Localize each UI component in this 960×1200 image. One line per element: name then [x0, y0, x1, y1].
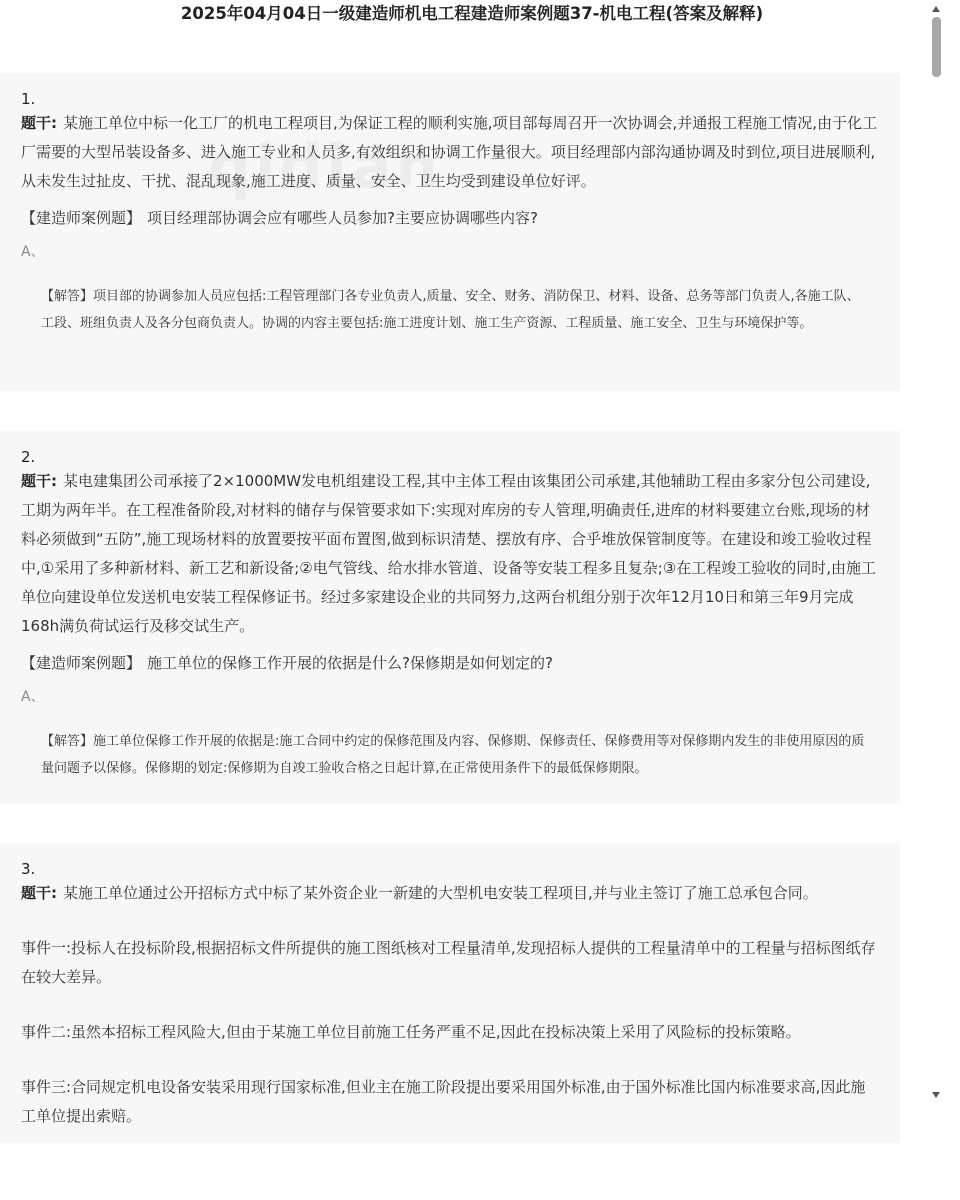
- question-number: 3.: [21, 860, 36, 878]
- case-question: [21, 207, 879, 229]
- stem-text: 某施工单位通过公开招标方式中标了某外资企业一新建的大型机电安装工程项目,并与业主签订了施工总承包合同。: [63, 884, 818, 902]
- scrollbar-thumb[interactable]: [932, 17, 941, 77]
- answer-option-label: A、: [21, 244, 45, 260]
- case-event: 事件一:投标人在投标阶段,根据招标文件所提供的施工图纸核对工程量清单,发现招标人提供的工程量清单中的工程量与招标图纸存在较大差异。: [21, 939, 876, 986]
- question-number: 1.: [21, 90, 36, 108]
- question-text: 施工单位的保修工作开展的依据是什么?保修期是如何划定的?: [147, 654, 553, 672]
- question-text: 项目经理部协调会应有哪些人员参加?主要应协调哪些内容?: [147, 209, 538, 227]
- case-event: 事件三:合同规定机电设备安装采用现行国家标准,但业主在施工阶段提出要采用国外标准,由于国外标准比国内标准要求高,因此施工单位提出索赔。: [21, 1078, 866, 1125]
- question-card: [0, 431, 900, 804]
- case-event: 事件二:虽然本招标工程风险大,但由于某施工单位目前施工任务严重不足,因此在投标决策上采用了风险标的投标策略。: [21, 1023, 801, 1041]
- page-title: 2025年04月04日一级建造师机电工程建造师案例题37-机电工程(答案及解释): [180, 4, 764, 23]
- question-number: 2.: [21, 448, 36, 466]
- answer-option-label: A、: [21, 689, 45, 705]
- answer-explanation: 【解答】项目部的协调参加人员应包括:工程管理部门各专业负责人,质量、安全、财务、消防保卫、材料、设备、总务等部门负责人,各施工队、工段、班组负责人及各分包商负责人。协调的内容主要包括:施工进度计划、施工生产资源、工程质量、施工安全、卫生与环境保护等。: [41, 289, 860, 331]
- stem-text: 某电建集团公司承接了2×1000MW发电机组建设工程,其中主体工程由该集团公司承建,其他辅助工程由多家分包公司建设,工期为两年半。在工程准备阶段,对材料的储存与保管要求如下:实现对库房的专人管理,明确责任,进库的材料要建立台账,现场的材料必须做到“五防”,施工现场材料的放置要按平面布置图,做到标识清楚、摆放有序、合乎堆放保管制度等。在建设和竣工验收过程中,①采用了多种新材料、新工艺和新设备;②电气管线、给水排水管道、设备等安装工程多且复杂;③在工程竣工验收的同时,由施工单位向建设单位发送机电安装工程保修证书。经过多家建设企业的共同努力,这两台机组分别于次年12月10日和第三年9月完成168h满负荷试运行及移交试生产。: [21, 472, 876, 635]
- question-card: [0, 73, 900, 391]
- case-question: [21, 652, 879, 674]
- stem-label: 题干:: [21, 884, 57, 902]
- scroll-up-arrow-icon[interactable]: [932, 6, 940, 12]
- question-card: [0, 843, 900, 1143]
- vertical-scrollbar[interactable]: [929, 0, 944, 1104]
- question-stem: [21, 467, 879, 641]
- scroll-down-arrow-icon[interactable]: [932, 1092, 940, 1098]
- stem-label: 题干:: [21, 472, 57, 490]
- answer-explanation: 【解答】施工单位保修工作开展的依据是:施工合同中约定的保修范围及内容、保修期、保修责任、保修费用等对保修期内发生的非使用原因的质量问题予以保修。保修期的划定:保修期为自竣工验收合格之日起计算,在正常使用条件下的最低保修期限。: [41, 734, 865, 776]
- stem-text: 某施工单位中标一化工厂的机电工程项目,为保证工程的顺利实施,项目部每周召开一次协调会,并通报工程施工情况,由于化工厂需要的大型吊装设备多、进入施工专业和人员多,有效组织和协调工作量很大。项目经理部内部沟通协调及时到位,项目进展顺利,从未发生过扯皮、干扰、混乱现象,施工进度、质量、安全、卫生均受到建设单位好评。: [21, 114, 878, 190]
- stem-label: 题干:: [21, 114, 57, 132]
- question-stem: [21, 109, 879, 196]
- question-tag: 【建造师案例题】: [21, 209, 142, 227]
- question-tag: 【建造师案例题】: [21, 654, 142, 672]
- question-stem: [21, 879, 879, 908]
